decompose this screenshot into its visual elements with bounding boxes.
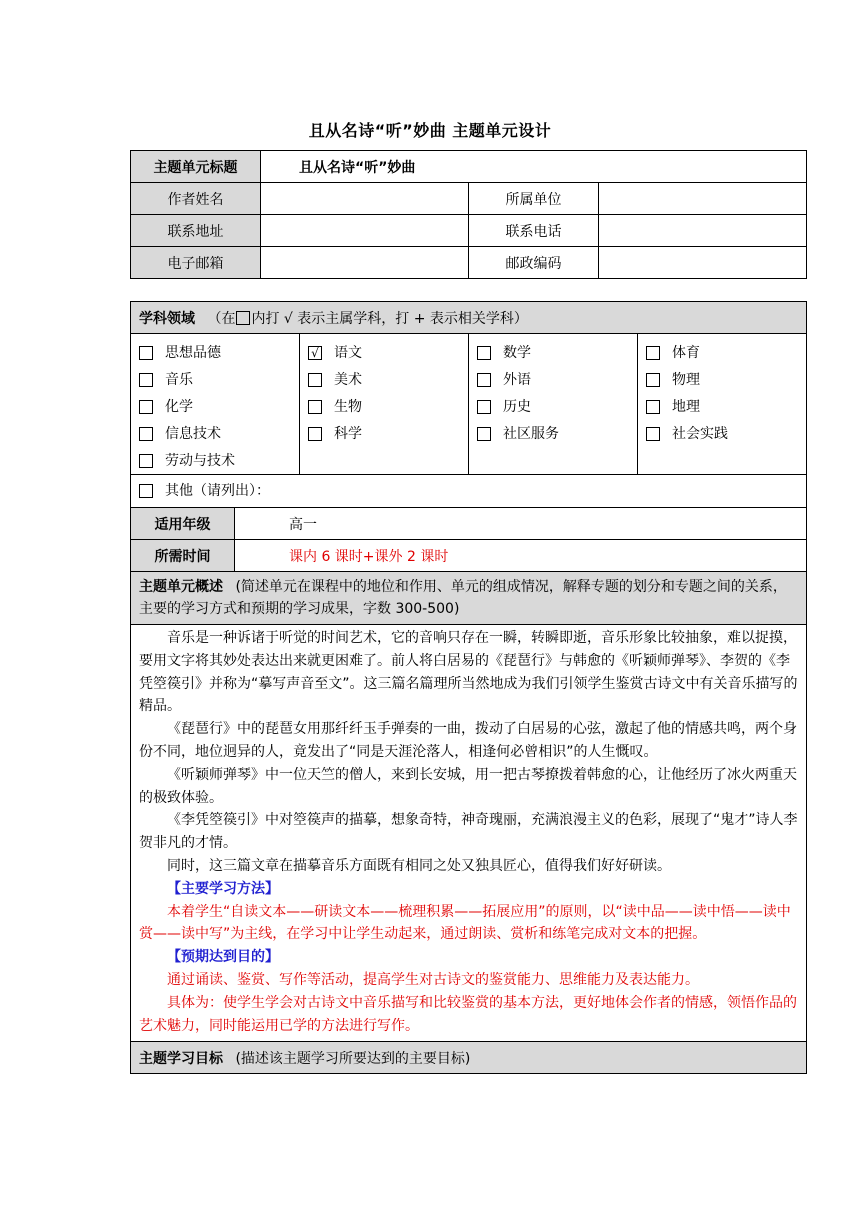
checkbox-icon[interactable] (477, 373, 491, 387)
checkbox-icon[interactable] (477, 427, 491, 441)
overview-body[interactable] (131, 625, 807, 1042)
subject-item[interactable]: √ 语文 (308, 339, 468, 366)
subject-area-header (131, 302, 807, 334)
checkbox-icon[interactable] (139, 400, 153, 414)
overview-paragraph: 音乐是一种诉诸于听觉的时间艺术，它的音响只存在一瞬，转瞬即逝，音乐形象比较抽象，难以捉摸，要用文字将其妙处表达出来就更困难了。前人将白居易的《琵琶行》与韩愈的《听颖师弹琴》、李贺的《李凭箜篌引》并称为“摹写声音至文”。这三篇名篇理所当然地成为我们引领学生鉴赏古诗文中有关音乐描写的精品。 (139, 630, 798, 715)
goal-text: 具体为：使学生学会对古诗文中音乐描写和比较鉴赏的基本方法，更好地体会作者的情感，领悟作品的艺术魅力，同时能运用已学的方法进行写作。 (139, 994, 797, 1034)
subject-item[interactable]: 思想品德 (139, 339, 299, 366)
subject-column-1 (131, 334, 300, 475)
subject-item[interactable]: 物理 (646, 366, 806, 393)
subject-column-4 (638, 334, 807, 475)
subject-item[interactable]: 信息技术 (139, 420, 299, 447)
email-label: 电子邮箱 (131, 247, 261, 279)
checkbox-icon[interactable] (477, 400, 491, 414)
document-title: 且从名诗“听”妙曲 主题单元设计 (308, 121, 552, 140)
goals-label: 主题学习目标 (139, 1050, 223, 1067)
checkbox-icon[interactable] (139, 484, 153, 498)
checkbox-icon[interactable] (139, 346, 153, 360)
grade-label: 适用年级 (131, 508, 235, 540)
address-label: 联系地址 (131, 215, 261, 247)
subject-item[interactable]: 社会实践 (646, 420, 806, 447)
checkbox-sample-icon (236, 311, 250, 325)
subject-column-2 (300, 334, 469, 475)
subject-item[interactable]: 生物 (308, 393, 468, 420)
subject-area-label: 学科领域 (139, 310, 195, 327)
goals-note: (描述该主题学习所要达到的主要目标) (235, 1050, 471, 1067)
subject-column-3 (469, 334, 638, 475)
checkbox-icon[interactable] (139, 454, 153, 468)
subject-item[interactable]: 地理 (646, 393, 806, 420)
affiliation-field[interactable] (599, 183, 807, 215)
phone-label: 联系电话 (469, 215, 599, 247)
subject-item-other[interactable]: 其他（请列出）： (139, 478, 806, 505)
overview-paragraph: 《李凭箜篌引》中对箜篌声的描摹，想象奇特，神奇瑰丽，充满浪漫主义的色彩，展现了“鬼才”诗人李贺非凡的才情。 (139, 812, 798, 852)
checkbox-icon[interactable] (646, 400, 660, 414)
checkbox-icon[interactable] (308, 400, 322, 414)
subject-item[interactable]: 历史 (477, 393, 637, 420)
subject-item[interactable]: 化学 (139, 393, 299, 420)
overview-paragraph: 《听颖师弹琴》中一位天竺的僧人，来到长安城，用一把古琴撩拨着韩愈的心，让他经历了冰火两重天的极致体验。 (139, 766, 797, 806)
subject-item[interactable]: 社区服务 (477, 420, 637, 447)
method-heading: 【主要学习方法】 (167, 880, 279, 897)
unit-title-value[interactable]: 且从名诗“听”妙曲 (261, 151, 807, 183)
checkbox-icon[interactable] (139, 373, 153, 387)
address-field[interactable] (261, 215, 469, 247)
overview-note: (简述单元在课程中的地位和作用、单元的组成情况，解释专题的划分和专题之间的关系，主要的学习方式和预期的学习成果，字数 300-500) (139, 579, 787, 617)
subject-note-pre: （在 (207, 310, 236, 327)
checkbox-icon[interactable] (646, 346, 660, 360)
subject-item[interactable]: 体育 (646, 339, 806, 366)
subject-item[interactable]: 劳动与技术 (139, 447, 299, 474)
info-table (130, 150, 807, 279)
goal-text: 通过诵读、鉴赏、写作等活动，提高学生对古诗文的鉴赏能力、思维能力及表达能力。 (167, 971, 699, 988)
postcode-label: 邮政编码 (469, 247, 599, 279)
subject-item[interactable]: 科学 (308, 420, 468, 447)
time-label: 所需时间 (131, 540, 235, 572)
author-name-label: 作者姓名 (131, 183, 261, 215)
subject-item[interactable]: 外语 (477, 366, 637, 393)
subject-note-post: 内打 √ 表示主属学科，打 + 表示相关学科） (251, 310, 528, 327)
checkbox-checked-icon[interactable]: √ (308, 346, 322, 360)
overview-paragraph: 《琵琶行》中的琵琶女用那纤纤玉手弹奏的一曲，拨动了白居易的心弦，激起了他的情感共鸣，两个身份不同，地位迥异的人，竟发出了“同是天涯沦落人，相逢何必曾相识”的人生慨叹。 (139, 721, 797, 760)
method-text: 本着学生“自读文本——研读文本——梳理积累——拓展应用”的原则，以“读中品——读中悟——读中赏——读中写”为主线，在学习中让学生动起来，通过朗读、赏析和练笔完成对文本的把握。 (139, 903, 791, 943)
checkbox-icon[interactable] (308, 427, 322, 441)
phone-field[interactable] (599, 215, 807, 247)
email-field[interactable] (261, 247, 469, 279)
postcode-field[interactable] (599, 247, 807, 279)
subject-item[interactable]: 美术 (308, 366, 468, 393)
overview-header (131, 572, 807, 625)
subject-item[interactable]: 音乐 (139, 366, 299, 393)
design-table (130, 301, 807, 1074)
goal-heading: 【预期达到目的】 (167, 949, 279, 966)
affiliation-label: 所属单位 (469, 183, 599, 215)
goals-header (131, 1042, 807, 1074)
checkbox-icon[interactable] (646, 373, 660, 387)
checkbox-icon[interactable] (646, 427, 660, 441)
overview-label: 主题单元概述 (139, 579, 223, 595)
checkbox-icon[interactable] (308, 373, 322, 387)
author-name-field[interactable] (261, 183, 469, 215)
other-subject-row (131, 475, 807, 508)
unit-title-label: 主题单元标题 (131, 151, 261, 183)
checkbox-icon[interactable] (477, 346, 491, 360)
grade-value[interactable]: 高一 (235, 508, 807, 540)
subject-item[interactable]: 数学 (477, 339, 637, 366)
overview-paragraph: 同时，这三篇文章在描摹音乐方面既有相同之处又独具匠心，值得我们好好研读。 (167, 857, 671, 874)
time-value[interactable]: 课内 6 课时+课外 2 课时 (235, 540, 807, 572)
checkbox-icon[interactable] (139, 427, 153, 441)
